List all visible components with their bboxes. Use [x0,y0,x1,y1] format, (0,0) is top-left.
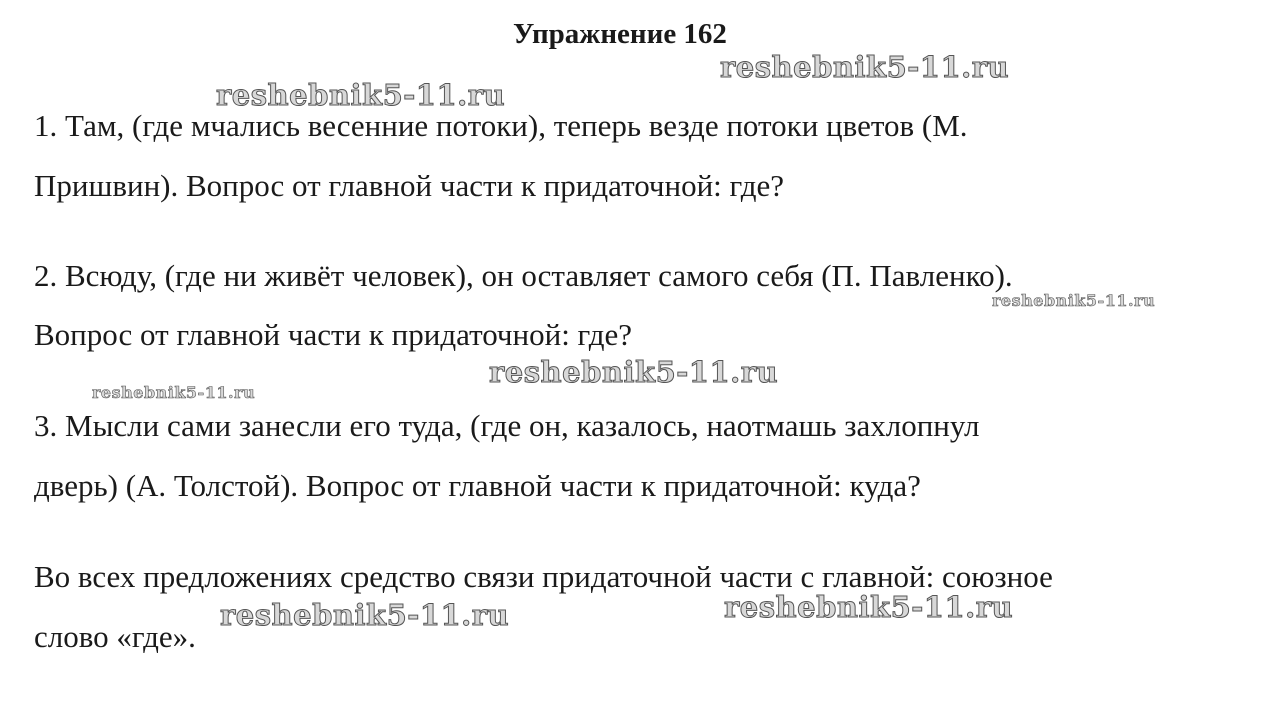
exercise-title: Упражнение 162 [513,18,727,50]
text-line-2: Пришвин). Вопрос от главной части к придаточной: где? [34,168,785,203]
watermark: reshebnik5-11.ru [220,598,510,632]
watermark: reshebnik5-11.ru [720,50,1010,84]
watermark: reshebnik5-11.ru [724,590,1014,624]
text-line-7: Во всех предложениях средство связи придаточной части с главной: союзное [34,559,1053,594]
text-line-4: Вопрос от главной части к придаточной: где? [34,317,633,352]
watermark: reshebnik5-11.ru [489,355,779,389]
text-line-6: дверь) (А. Толстой). Вопрос от главной части к придаточной: куда? [34,468,921,503]
watermark: reshebnik5-11.ru [216,78,506,112]
watermark: reshebnik5-11.ru [92,383,256,402]
text-line-1: 1. Там, (где мчались весенние потоки), теперь везде потоки цветов (М. [34,108,968,143]
text-line-8: слово «где». [34,619,196,654]
watermark: reshebnik5-11.ru [992,291,1156,310]
text-line-3: 2. Всюду, (где ни живёт человек), он оставляет самого себя (П. Павленко). [34,258,1013,293]
text-line-5: 3. Мысли сами занесли его туда, (где он, казалось, наотмашь захлопнул [34,408,980,443]
